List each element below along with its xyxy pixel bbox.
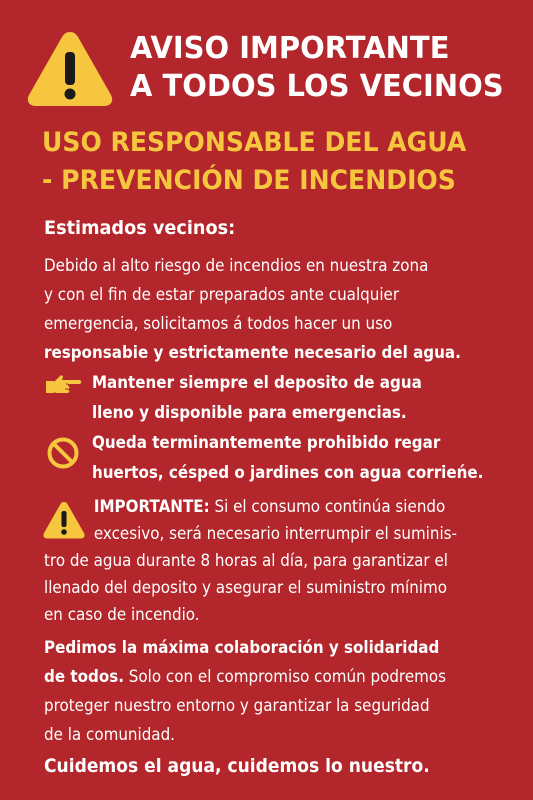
- page-title: [130, 30, 504, 106]
- appeal-line-3: proteger nuestro entorno y garantizar la seguridad: [44, 696, 430, 716]
- important-line-1: Si el consumo continúa siendo: [209, 497, 446, 517]
- list-item-line-2: lleno y disponible para emergencias.: [92, 403, 407, 423]
- list-item-line-1: Queda terminantemente prohibido regar: [92, 433, 441, 453]
- prohibited-icon: [46, 436, 80, 470]
- appeal-line-2-bold: de todos.: [44, 667, 124, 687]
- list-item-text: [92, 368, 422, 428]
- greeting: Estimados vecinos:: [44, 217, 236, 239]
- subtitle: [42, 124, 479, 200]
- important-line-4: llenado del deposito y asegurar el suministro mínimo: [44, 578, 448, 598]
- intro-line-1: Debido al alto riesgo de incendios en nuestra zona: [44, 256, 429, 276]
- important-line-2: excesivo, será necesario interrumpir el suminis-: [93, 524, 458, 544]
- intro-line-2: y con el fin de estar preparados ante cualquier: [44, 285, 400, 305]
- intro-line-4: responsabie y estrictamente necesario del agua.: [44, 343, 461, 363]
- appeal-line-2: Solo con el compromiso común podremos: [123, 667, 447, 687]
- warning-triangle-icon: [26, 28, 114, 108]
- list-item-line-1: Mantener siempre el deposito de agua: [92, 373, 422, 393]
- list-item-text: [92, 428, 483, 488]
- important-line-3: tro de agua durante 8 horas al día, para garantizar el: [44, 551, 448, 571]
- intro-paragraph: [44, 252, 461, 368]
- title-line-1: AVISO IMPORTANTE: [130, 31, 450, 66]
- poster-header: [26, 28, 516, 112]
- important-text: [44, 494, 457, 629]
- list-item-line-2: huertos, césped o jardines con agua corrieńe.: [92, 463, 484, 483]
- appeal-line-4: de la comunidad.: [44, 725, 175, 745]
- important-label: IMPORTANTE:: [93, 497, 210, 517]
- appeal-line-1: Pedimos la máxima colaboración y solidaridad: [44, 638, 440, 658]
- intro-line-3: emergencia, solicitamos á todos hacer un uso: [44, 314, 393, 334]
- pointing-hand-icon: [44, 372, 84, 396]
- appeal-paragraph: [44, 634, 453, 750]
- subtitle-line-2: - PREVENCIÓN DE INCENDIOS: [42, 165, 456, 196]
- important-line-5: en caso de incendio.: [44, 605, 200, 625]
- subtitle-line-1: USO RESPONSABLE DEL AGUA: [42, 127, 467, 158]
- closing-line: Cuidemos el agua, cuidemos lo nuestro.: [44, 755, 430, 777]
- title-line-2: A TODOS LOS VECINOS: [130, 69, 504, 104]
